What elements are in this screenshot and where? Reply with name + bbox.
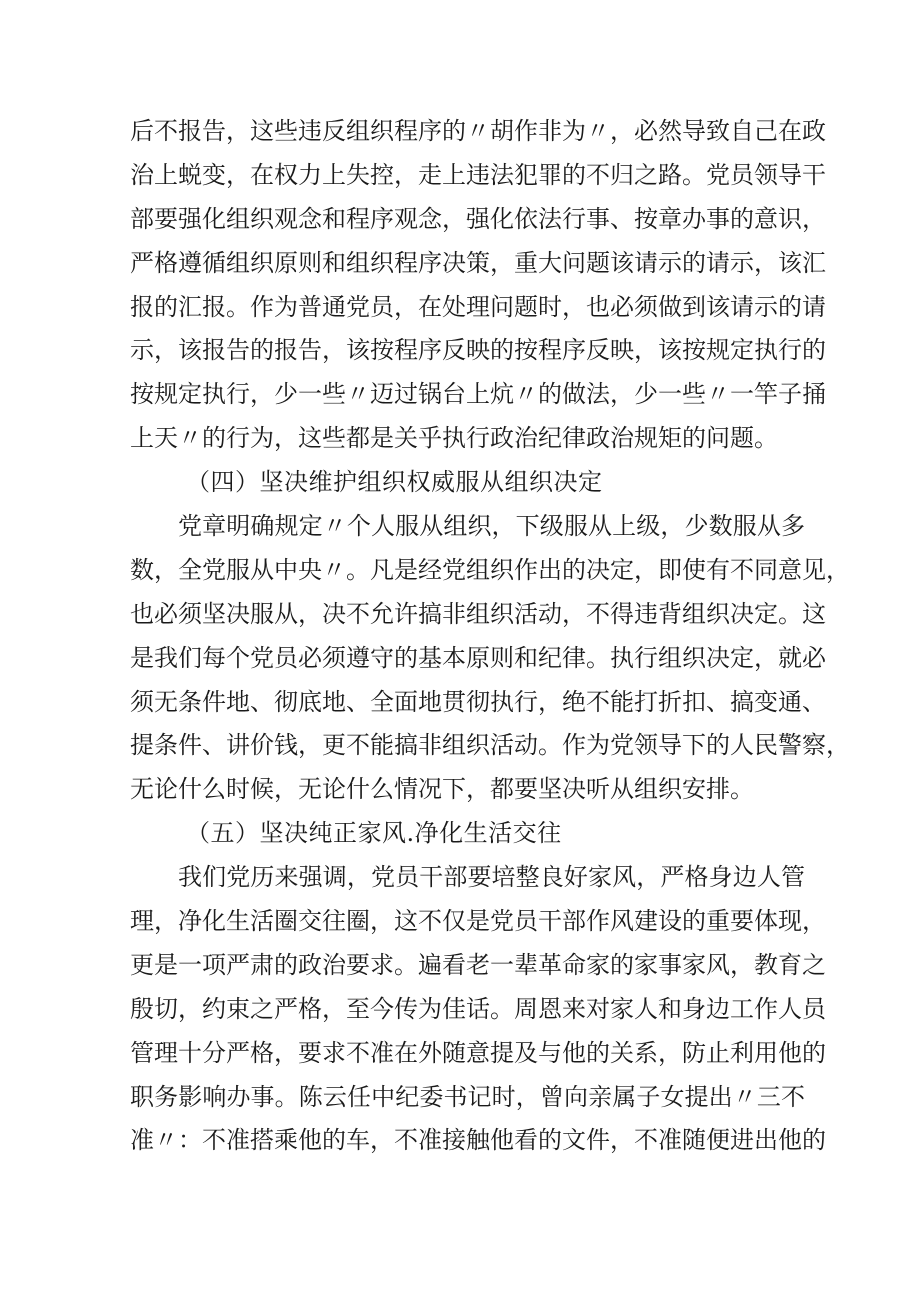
paragraph-1-line: 治上蜕变，在权力上失控，走上违法犯罪的不归之路。党员领导干 [130, 160, 826, 189]
paragraph-2-line: 党章明确规定〃个人服从组织，下级服从上级，少数服从多 [178, 512, 805, 541]
paragraph-2-line: 提条件、讲价钱，更不能搞非组织活动。作为党领导下的人民警察， [130, 731, 850, 760]
paragraph-3-line: 职务影响办事。陈云任中纪委书记时，曾向亲属子女提出〃三不 [130, 1082, 805, 1111]
section-heading-5: （五）坚决纯正家风.净化生活交往 [186, 819, 562, 848]
paragraph-1-line: 部要强化组织观念和程序观念，强化依法行事、按章办事的意识， [130, 204, 826, 233]
paragraph-1-line: 按规定执行，少一些〃迈过锅台上炕〃的做法，少一些〃一竿子捅 [130, 380, 826, 409]
document-body [130, 110, 850, 1163]
paragraph-2-line: 数，全党服从中央〃。凡是经党组织作出的决定，即使有不同意见， [130, 555, 850, 584]
paragraph-1-line: 严格遵循组织原则和组织程序决策，重大问题该请示的请示，该汇 [130, 248, 826, 277]
paragraph-2-line: 是我们每个党员必须遵守的基本原则和纪律。执行组织决定，就必 [130, 643, 826, 672]
section-heading-4: （四）坚决维护组织权威服从组织决定 [186, 468, 603, 497]
paragraph-3-line: 准〃：不准搭乘他的车，不准接触他看的文件，不准随便进出他的 [130, 1126, 826, 1155]
paragraph-2-line: 无论什么时候，无论什么情况下，都要坚决听从组织安排。 [130, 775, 754, 804]
paragraph-3-line: 更是一项严肃的政治要求。遍看老一辈革命家的家事家风，教育之 [130, 950, 826, 979]
paragraph-2-line: 须无条件地、彻底地、全面地贯彻执行，绝不能打折扣、搞变通、 [130, 687, 826, 716]
paragraph-3-line: 理，净化生活圈交往圈，这不仅是党员干部作风建设的重要体现， [130, 907, 826, 936]
paragraph-1-line: 上天〃的行为，这些都是关乎执行政治纪律政治规矩的问题。 [130, 424, 778, 453]
paragraph-2-line: 也必须坚决服从，决不允许搞非组织活动，不得违背组织决定。这 [130, 599, 826, 628]
paragraph-1-line: 报的汇报。作为普通党员，在处理问题时，也必须做到该请示的请 [130, 292, 826, 321]
paragraph-1-line: 示，该报告的报告，该按程序反映的按程序反映，该按规定执行的 [130, 336, 826, 365]
paragraph-3-line: 管理十分严格，要求不准在外随意提及与他的关系，防止利用他的 [130, 1038, 826, 1067]
paragraph-3-line: 我们党历来强调，党员干部要培整良好家风，严格身边人管 [178, 863, 805, 892]
paragraph-1-line: 后不报告，这些违反组织程序的〃胡作非为〃，必然导致自己在政 [130, 117, 826, 145]
paragraph-3-line: 殷切，约束之严格，至今传为佳话。周恩来对家人和身边工作人员 [130, 994, 826, 1023]
